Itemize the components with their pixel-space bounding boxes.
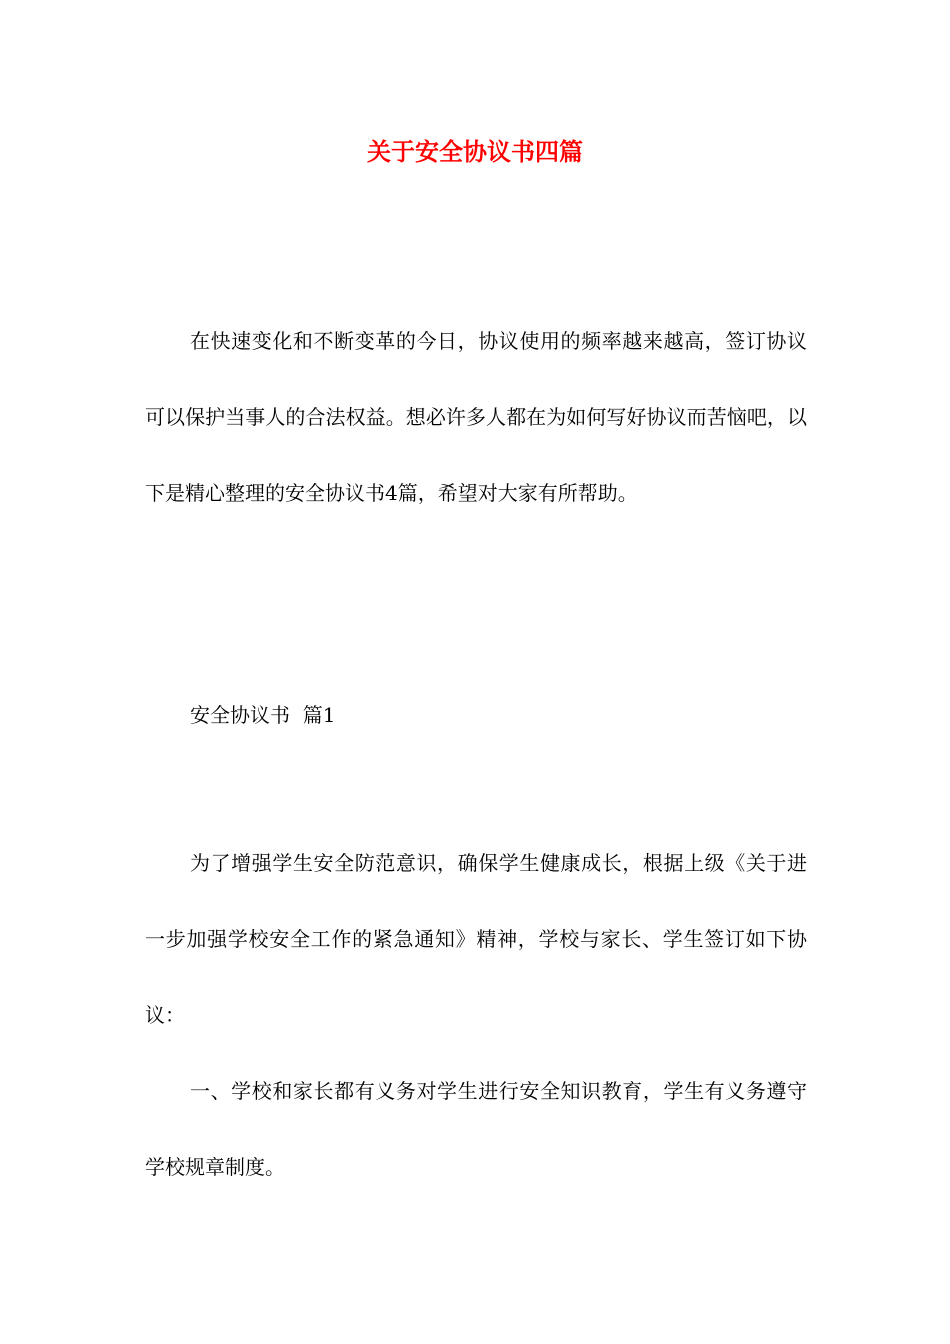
intro-paragraph: 在快速变化和不断变革的今日，协议使用的频率越来越高，签订协议可以保护当事人的合法权益。想必许多人都在为如何写好协议而苦恼吧，以下是精心整理的安全协议书4篇，希望对大家有所帮助。 <box>145 329 807 505</box>
section-paragraph: 一、学校和家长都有义务对学生进行安全知识教育，学生有义务遵守学校规章制度。 <box>145 1079 807 1179</box>
section-paragraph: 为了增强学生安全防范意识，确保学生健康成长，根据上级《关于进一步加强学校安全工作的紧急通知》精神，学校与家长、学生签订如下协议： <box>145 851 807 1027</box>
section-heading: 安全协议书 篇1 <box>190 703 336 727</box>
document-title: 关于安全协议书四篇 <box>367 138 583 166</box>
